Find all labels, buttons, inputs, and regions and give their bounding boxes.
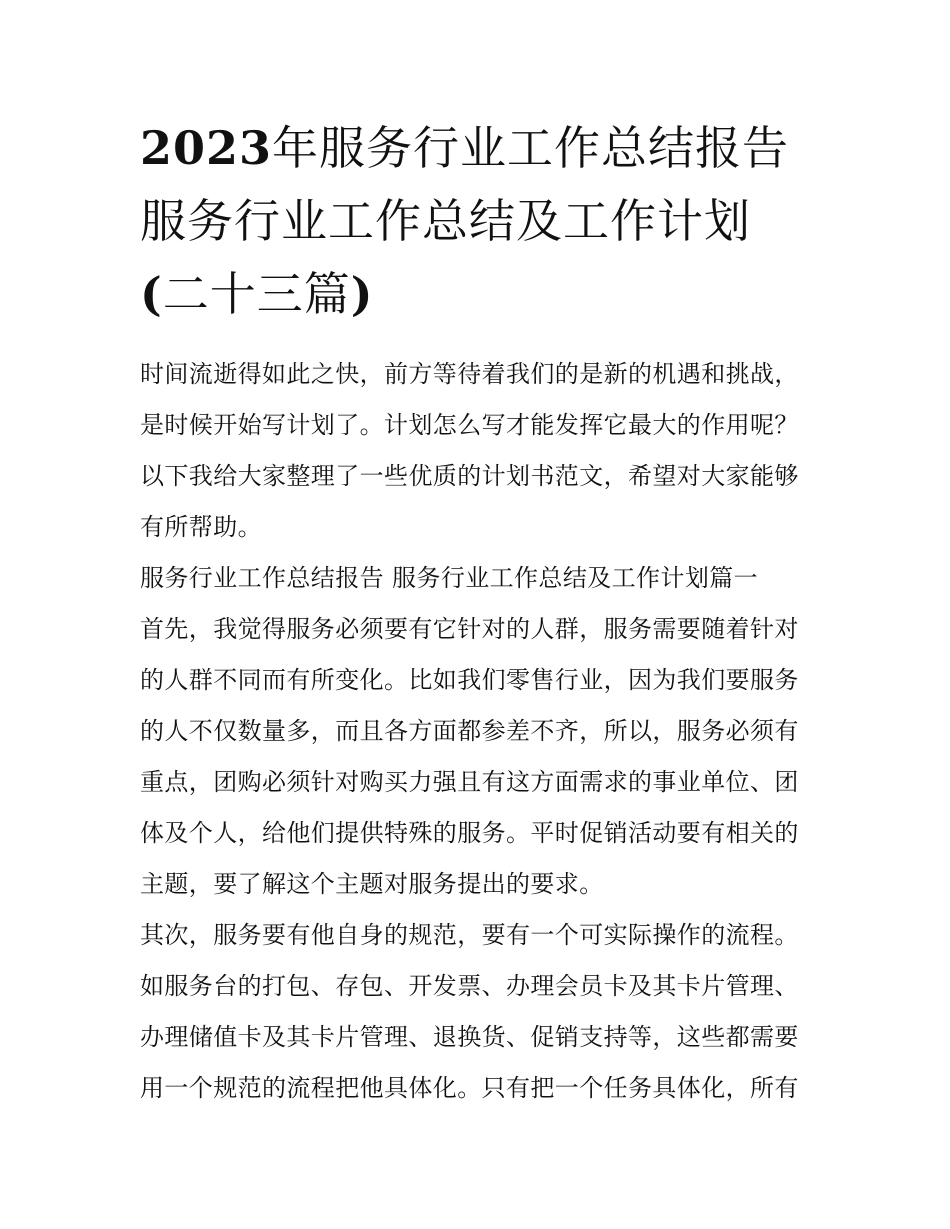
text-line: 体及个人，给他们提供特殊的服务。平时促销活动要有相关的 [140, 819, 799, 847]
title-open-paren: ( [140, 267, 163, 321]
section-heading [140, 553, 820, 604]
title-line-1-text: 年服务行业工作总结报告 [272, 121, 790, 175]
body-paragraph-1 [140, 604, 820, 910]
document-page [140, 112, 820, 1114]
text-line: 如服务台的打包、存包、开发票、办理会员卡及其卡片管理、 [140, 972, 799, 1000]
body-paragraph-2 [140, 910, 820, 1114]
title-year: 2023 [140, 121, 273, 175]
text-line: 首先，我觉得服务必须要有它针对的人群，服务需要随着针对 [140, 615, 799, 643]
text-line: 有所帮助。 [140, 513, 262, 541]
title-line-3-text: 二十三篇 [162, 267, 351, 321]
document-title [140, 112, 820, 331]
title-line-1 [140, 112, 820, 185]
text-line: 以下我给大家整理了一些优质的计划书范文，希望对大家能够 [140, 462, 799, 490]
text-line: 其次，服务要有他自身的规范，要有一个可实际操作的流程。 [140, 921, 799, 949]
text-line: 用一个规范的流程把他具体化。只有把一个任务具体化，所有 [140, 1074, 799, 1102]
text-line: 主题，要了解这个主题对服务提出的要求。 [140, 870, 604, 898]
text-line: 重点，团购必须针对购买力强且有这方面需求的事业单位、团 [140, 768, 799, 796]
text-line: 办理储值卡及其卡片管理、退换货、促销支持等，这些都需要 [140, 1023, 799, 1051]
text-line: 时间流逝得如此之快，前方等待着我们的是新的机遇和挑战， [140, 360, 799, 388]
title-line-3 [140, 258, 820, 331]
text-line: 服务行业工作总结报告 服务行业工作总结及工作计划篇一 [140, 564, 759, 592]
intro-paragraph [140, 349, 820, 553]
title-line-2: 服务行业工作总结及工作计划 [140, 194, 751, 248]
text-line: 的人群不同而有所变化。比如我们零售行业，因为我们要服务 [140, 666, 799, 694]
title-close-paren: ) [350, 267, 374, 321]
document-body [140, 349, 820, 1114]
text-line: 是时候开始写计划了。计划怎么写才能发挥它最大的作用呢？ [140, 411, 799, 439]
text-line: 的人不仅数量多，而且各方面都参差不齐，所以，服务必须有 [140, 717, 799, 745]
